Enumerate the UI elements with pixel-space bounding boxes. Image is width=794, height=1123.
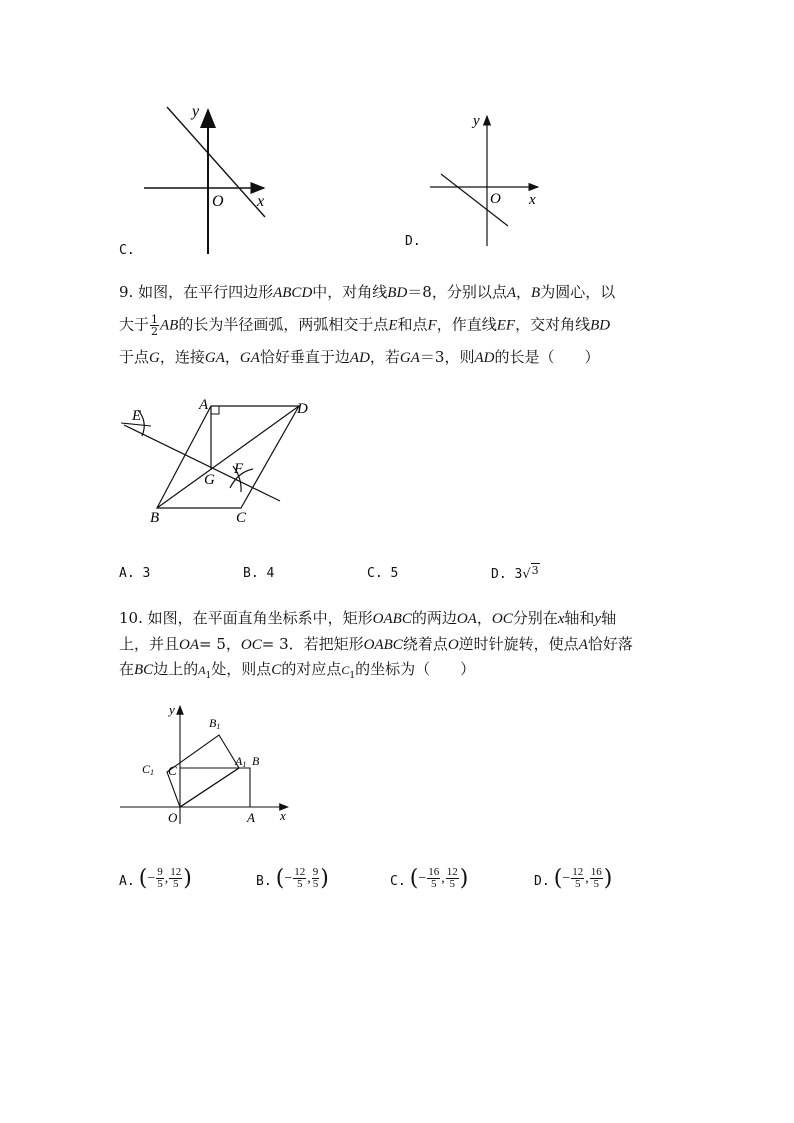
diagonal-bd xyxy=(157,406,299,508)
fraction-numerator: 9 xyxy=(312,866,319,878)
label-a1-main: A xyxy=(235,754,243,768)
q9-var: BD xyxy=(590,317,611,334)
option-label: D. xyxy=(534,874,550,889)
q10-option-d xyxy=(534,866,612,891)
label-d: D xyxy=(297,401,308,417)
q10-text: 在 xyxy=(119,660,135,678)
fraction-numerator: 12 xyxy=(170,866,182,878)
y-axis-label: y xyxy=(192,103,200,120)
q9-var: GA xyxy=(204,350,225,366)
y-fraction xyxy=(169,867,182,890)
fraction-denominator: 5 xyxy=(173,878,179,890)
label-a1-sub: 1 xyxy=(242,760,247,769)
q9-var: GA xyxy=(399,350,420,366)
q9-var: BD xyxy=(387,285,408,301)
q9-text: 如图，在平行四边形 xyxy=(138,283,274,301)
label-a: A xyxy=(247,810,255,825)
q10-var: y xyxy=(594,611,602,627)
fraction-denominator: 2 xyxy=(151,325,159,338)
q10-line-3 xyxy=(119,659,475,686)
q9-var: F xyxy=(427,317,437,334)
fraction-numerator: 16 xyxy=(590,866,602,878)
right-angle-mark xyxy=(211,406,219,414)
y-axis-label: y xyxy=(473,113,480,129)
option-d-label: D. 3 xyxy=(491,567,523,582)
label-x: x xyxy=(280,808,286,823)
label-o: O xyxy=(168,810,178,825)
option-label: C. xyxy=(390,874,406,889)
coordinate: ( − $\frac{12}{5}$ , $\frac{9}{5}$ ) xyxy=(275,866,329,891)
q10-var: BC xyxy=(134,662,154,678)
q10-var: OC xyxy=(240,637,262,653)
q10-sub: 1 xyxy=(205,671,212,681)
option-d-label: D. xyxy=(405,234,421,249)
segment-oa1 xyxy=(180,768,239,807)
q10-var: OA xyxy=(456,611,477,627)
y-fraction xyxy=(312,867,320,890)
q10-coordinate-figure xyxy=(116,700,296,830)
q9-option-b: B. 4 xyxy=(243,566,275,581)
q9-var: GA xyxy=(239,350,260,366)
paren-left: ( xyxy=(409,866,419,891)
q9-line-1 xyxy=(119,282,615,303)
q9-text: 为圆心，以 xyxy=(540,283,616,301)
minus-sign: − xyxy=(418,870,427,886)
q9-text: ， xyxy=(516,283,532,301)
label-b: B xyxy=(150,510,160,526)
option-c-label: C. xyxy=(119,243,135,258)
q9-text: 和点 xyxy=(397,315,428,334)
q9-var: ABCD xyxy=(273,285,313,301)
radicand: 3 xyxy=(531,564,539,577)
q10-text: 的对应点 xyxy=(281,660,342,678)
paren-right: ) xyxy=(459,866,469,891)
q9-var: A xyxy=(506,285,517,301)
y-fraction xyxy=(446,867,459,890)
q10-text: ， xyxy=(476,609,492,627)
q9-text: ，作直线 xyxy=(436,315,497,334)
sqrt-symbol: √$^3$ xyxy=(522,564,539,582)
q9-var: G xyxy=(149,350,160,366)
fraction-denominator: 5 xyxy=(593,878,600,890)
q10-text: 逆时针旋转，使点 xyxy=(458,635,579,653)
q10-text: = 5， xyxy=(199,635,241,653)
q10-var: OABC xyxy=(372,611,412,627)
q10-text: 恰好落 xyxy=(587,635,633,653)
y-fraction xyxy=(590,867,603,890)
q9-number: 9. xyxy=(119,283,134,301)
label-a: A xyxy=(199,397,209,413)
q10-text: 如图，在平面直角坐标系中，矩形 xyxy=(147,609,373,627)
label-b: B xyxy=(252,754,260,768)
coordinate: ( − $\frac{9}{5}$ , $\frac{12}{5}$ ) xyxy=(138,866,192,891)
label-c1-main: C xyxy=(142,762,151,776)
q9-text: 中，对角线 xyxy=(312,283,388,301)
q9-option-a: A. 3 xyxy=(119,566,151,581)
coordinate: ( − $\frac{12}{5}$ , $\frac{16}{5}$ ) xyxy=(553,866,613,891)
q10-text: = 3．若把矩形 xyxy=(261,635,364,653)
paren-left: ( xyxy=(138,866,148,891)
q10-var: A xyxy=(198,663,206,677)
q10-var: OC xyxy=(491,611,513,627)
x-fraction xyxy=(571,867,584,890)
origin-label: O xyxy=(490,191,501,207)
paren-right: ) xyxy=(183,866,192,891)
q10-line-1 xyxy=(119,608,616,629)
q10-text: 处，则点 xyxy=(211,660,272,678)
q9-option-c: C. 5 xyxy=(367,566,399,581)
q9-var: AB xyxy=(160,317,179,334)
q9-text: 的长为半径画弧，两弧相交于点 xyxy=(178,315,389,334)
q10-var: C xyxy=(271,662,282,678)
q9-text: 的长是（ ） xyxy=(494,348,600,366)
label-c: C xyxy=(236,510,247,526)
q10-number: 10. xyxy=(119,609,143,627)
fraction-denominator: 5 xyxy=(297,878,303,890)
paren-left: ( xyxy=(553,866,563,891)
fraction-numerator: 12 xyxy=(446,866,458,878)
q9-text: 于点 xyxy=(119,348,150,366)
label-b1-main: B xyxy=(209,716,217,730)
option-label: B. xyxy=(256,874,272,889)
rectangle-oa1b1c1 xyxy=(167,735,239,807)
label-f: F xyxy=(234,461,244,477)
fraction-denominator: 5 xyxy=(312,878,319,890)
q9-text: ，连接 xyxy=(159,348,205,366)
minus-sign: − xyxy=(284,870,293,886)
q10-text: 上，并且 xyxy=(119,635,180,653)
fraction-numerator: 12 xyxy=(294,866,306,878)
option-c-graph xyxy=(140,104,270,256)
rectangle-oabc xyxy=(180,768,250,807)
q9-line-2 xyxy=(119,314,610,337)
fraction-numerator: 16 xyxy=(428,866,440,878)
q10-line-2 xyxy=(119,634,633,655)
fraction-numerator: 1 xyxy=(151,313,159,326)
fraction-denominator: 5 xyxy=(449,878,456,890)
q10-var: OA xyxy=(179,637,200,653)
x-fraction xyxy=(156,867,164,890)
q10-var: OABC xyxy=(363,637,403,653)
q9-line-3 xyxy=(119,347,599,368)
label-e: E xyxy=(132,408,142,424)
fraction-denominator: 5 xyxy=(157,878,163,890)
label-g: G xyxy=(204,472,215,488)
q9-text: ， xyxy=(224,348,240,366)
q10-var: O xyxy=(447,637,459,653)
q9-text: ，若 xyxy=(369,348,400,366)
q9-var: AD xyxy=(349,350,370,366)
q9-option-d xyxy=(491,564,540,582)
label-c1-sub: 1 xyxy=(150,768,155,777)
q9-text: ＝3，则 xyxy=(419,348,475,366)
x-fraction xyxy=(293,867,306,890)
q10-text: 轴和 xyxy=(564,609,595,627)
label-a1 xyxy=(234,754,246,769)
x-axis-label: x xyxy=(529,192,536,208)
coordinate: ( − $\frac{16}{5}$ , $\frac{12}{5}$ ) xyxy=(409,866,469,891)
q9-text: ＝8，分别以点 xyxy=(407,283,507,301)
q10-var: x xyxy=(557,611,565,627)
q10-text: 轴 xyxy=(601,609,617,627)
label-c1 xyxy=(142,762,154,777)
q10-option-a xyxy=(119,866,192,891)
q10-text: 边上的 xyxy=(153,660,199,678)
q9-parallelogram-figure xyxy=(110,390,310,530)
label-y: y xyxy=(169,702,175,717)
q9-fraction xyxy=(150,314,159,337)
origin-label: O xyxy=(212,193,224,210)
paren-right: ) xyxy=(603,866,613,891)
option-label: A. xyxy=(119,874,135,889)
q10-text: 分别在 xyxy=(512,609,558,627)
x-fraction xyxy=(427,867,440,890)
label-b1-sub: 1 xyxy=(216,722,221,731)
q10-option-b xyxy=(256,866,329,891)
fraction-numerator: 12 xyxy=(572,866,584,878)
paren-left: ( xyxy=(275,866,285,891)
q9-var: EF xyxy=(496,317,516,334)
q9-text: 大于 xyxy=(119,315,150,334)
q9-var: AD xyxy=(474,350,495,366)
x-axis-label: x xyxy=(257,193,265,210)
fraction-denominator: 5 xyxy=(575,878,581,890)
q10-var: C xyxy=(341,663,350,677)
option-d-graph xyxy=(428,112,543,248)
q10-text: 绕着点 xyxy=(402,635,448,653)
q10-option-c xyxy=(390,866,468,891)
minus-sign: − xyxy=(147,870,156,886)
fraction-denominator: 5 xyxy=(431,878,437,890)
q10-text: 的坐标为（ ） xyxy=(355,660,476,678)
q10-text: 的两边 xyxy=(411,609,457,627)
minus-sign: − xyxy=(562,870,571,886)
q10-sub: 1 xyxy=(349,671,356,681)
fraction-numerator: 9 xyxy=(157,866,163,878)
q9-text: 恰好垂直于边 xyxy=(259,348,350,366)
q9-var: E xyxy=(388,317,398,334)
q10-var: A xyxy=(578,637,588,653)
label-b1 xyxy=(209,716,220,731)
q9-var: B xyxy=(531,285,541,301)
label-c: C xyxy=(168,763,177,778)
q9-text: ，交对角线 xyxy=(515,315,591,334)
paren-right: ) xyxy=(320,866,329,891)
